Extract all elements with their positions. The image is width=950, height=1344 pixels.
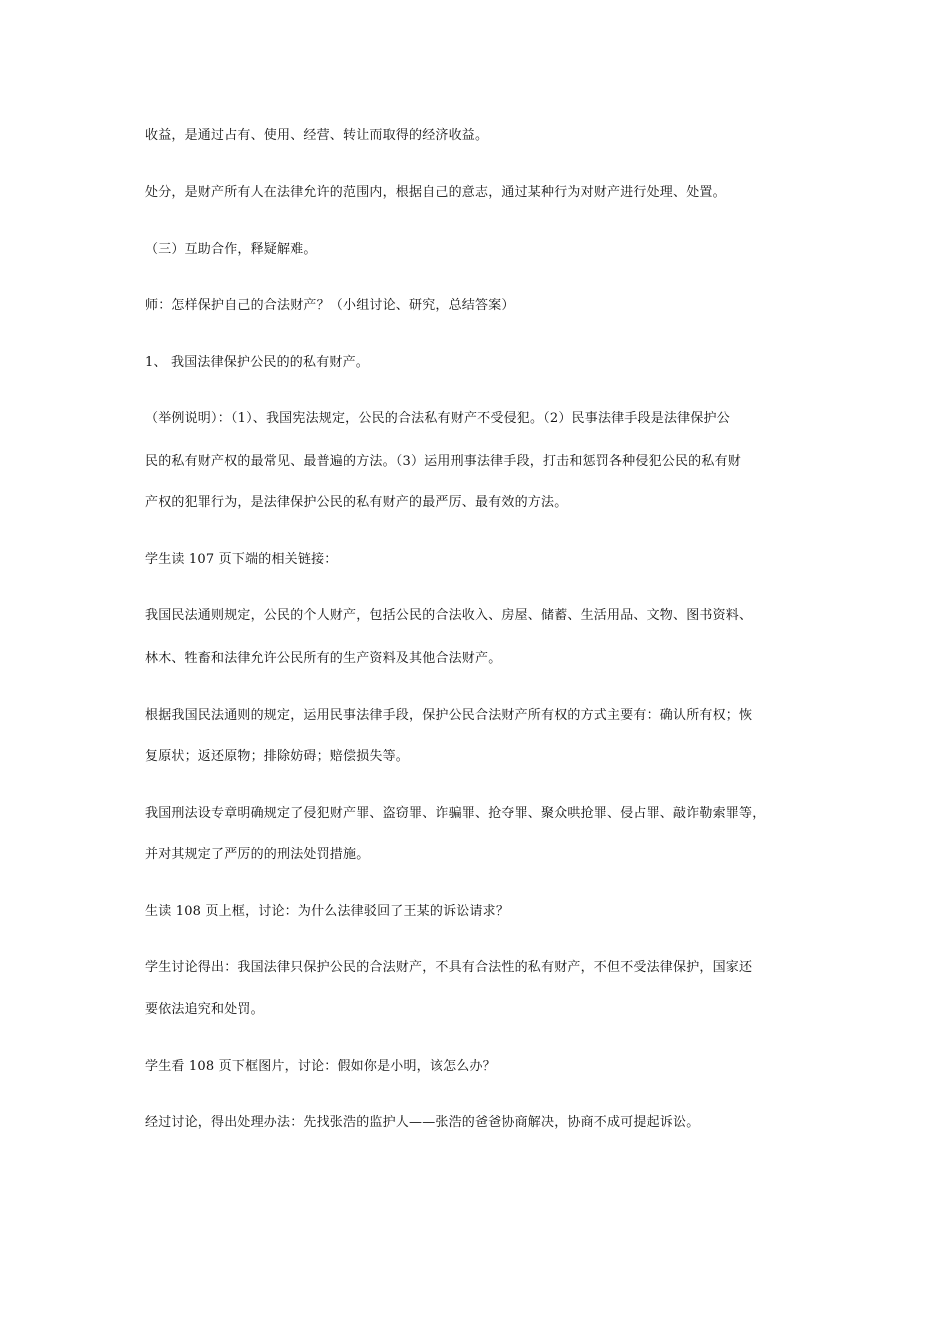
paragraph-line: 生读 108 页上框，讨论：为什么法律驳回了王某的诉讼请求？ xyxy=(145,904,510,919)
paragraph-line: 并对其规定了严厉的的刑法处罚措施。 xyxy=(145,847,370,862)
paragraph-line: （举例说明）：（1）、我国宪法规定，公民的合法私有财产不受侵犯。（2）民事法律手段是法律保护公 xyxy=(145,411,730,426)
paragraph-line: 根据我国民法通则的规定，运用民事法律手段，保护公民合法财产所有权的方式主要有：确认所有权；恢 xyxy=(145,708,753,723)
paragraph-line: 处分，是财产所有人在法律允许的范围内，根据自己的意志，通过某种行为对财产进行处理、处置。 xyxy=(145,185,726,200)
paragraph-line: 学生看 108 页下框图片，讨论：假如你是小明，该怎么办？ xyxy=(145,1059,496,1074)
paragraph-line: 要依法追究和处罚。 xyxy=(145,1002,264,1017)
paragraph-line: 复原状；返还原物；排除妨碍；赔偿损失等。 xyxy=(145,749,410,764)
paragraph-line: 林木、牲畜和法律允许公民所有的生产资料及其他合法财产。 xyxy=(145,651,502,666)
paragraph-line: 民的私有财产权的最常见、最普遍的方法。（3）运用刑事法律手段，打击和惩罚各种侵犯公民的私有财 xyxy=(145,454,741,469)
list-item-heading: 1、 我国法律保护公民的的私有财产。 xyxy=(145,355,370,370)
paragraph-line: 经过讨论，得出处理办法：先找张浩的监护人——张浩的爸爸协商解决，协商不成可提起诉讼。 xyxy=(145,1115,700,1130)
paragraph-line: 收益，是通过占有、使用、经营、转让而取得的经济收益。 xyxy=(145,128,489,143)
paragraph-line: 产权的犯罪行为，是法律保护公民的私有财产的最严厉、最有效的方法。 xyxy=(145,495,568,510)
paragraph-line: 学生讨论得出：我国法律只保护公民的合法财产，不具有合法性的私有财产，不但不受法律保护，国家还 xyxy=(145,960,753,975)
paragraph-line: 学生读 107 页下端的相关链接： xyxy=(145,552,338,567)
section-heading: （三）互助合作，释疑解难。 xyxy=(145,242,317,257)
paragraph-line: 我国刑法设专章明确规定了侵犯财产罪、盗窃罪、诈骗罪、抢夺罪、聚众哄抢罪、侵占罪、敲诈勒索罪等， xyxy=(145,806,766,821)
paragraph-line: 我国民法通则规定，公民的个人财产，包括公民的合法收入、房屋、储蓄、生活用品、文物、图书资料、 xyxy=(145,608,753,623)
paragraph-line: 师：怎样保护自己的合法财产？（小组讨论、研究，总结答案） xyxy=(145,298,515,313)
